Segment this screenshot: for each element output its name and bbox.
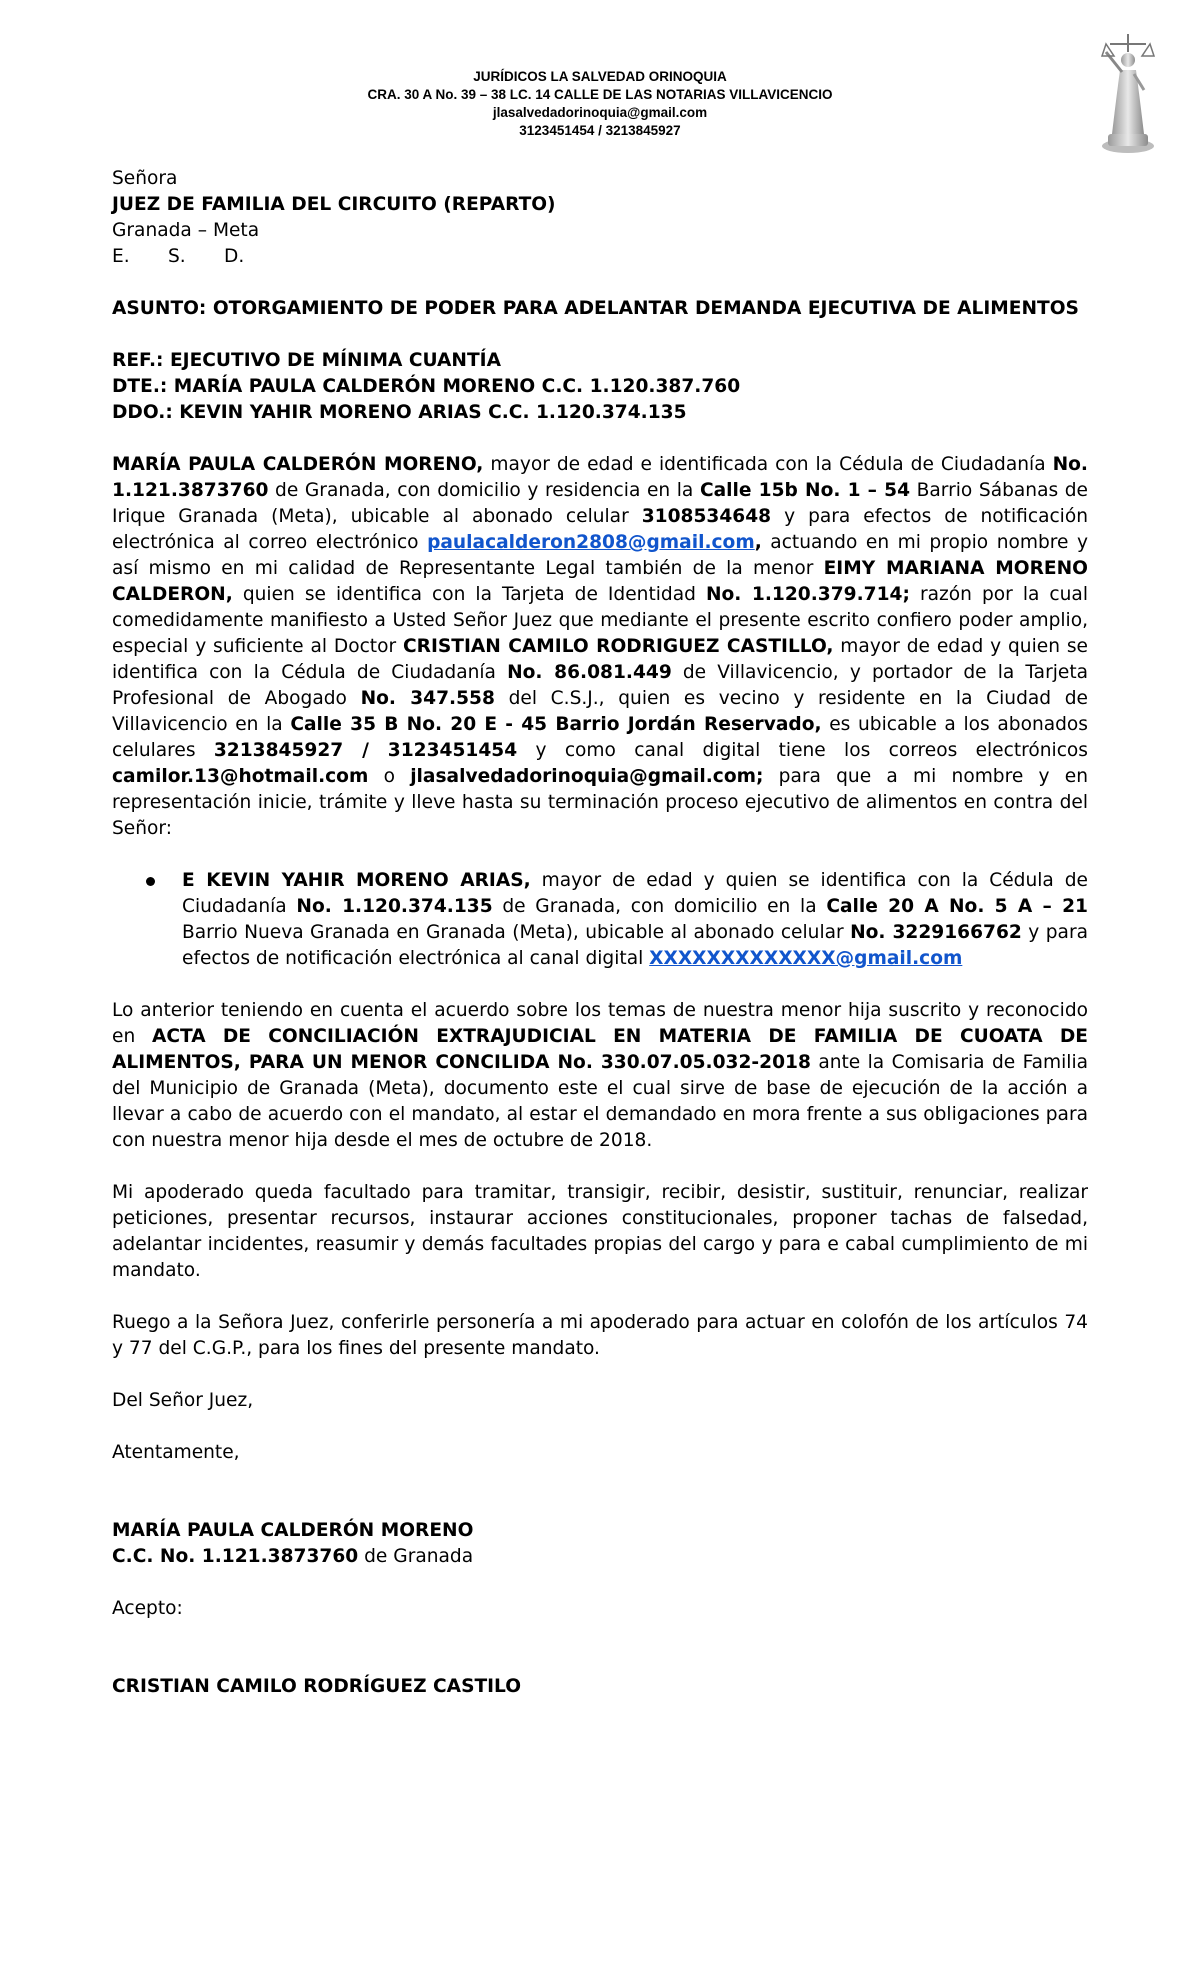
signer-name: MARÍA PAULA CALDERÓN MORENO — [112, 1520, 474, 1541]
bullet-icon — [146, 877, 155, 886]
closing-signoff: Atentamente, — [112, 1442, 240, 1463]
salutation: Señora — [112, 168, 178, 189]
ref-line: REF.: EJECUTIVO DE MÍNIMA CUANTÍA — [112, 350, 501, 371]
power-paragraph: MARÍA PAULA CALDERÓN MORENO, mayor de edad e identificada con la Cédula de Ciudadanía No. 1.121.3873760 de Granada, con domicilio y residencia en la Calle 15b No. 1 – 54 Barrio Sábanas de Irique Granada (Meta), ubicable al abonado celular 3108534648 y para efectos de notificación electrónica al correo electrónico paulacalderon2808@gmail.com, actuando en mi propio nombre y así mismo en mi calidad de Representante Legal también de la menor EIMY MARIANA MORENO CALDERON, quien se identifica con la Tarjeta de Identidad No. 1.120.379.714; razón por la cual comedidamente manifiesto a Usted Señor Juez que mediante el presente escrito confiero poder amplio, especial y suficiente al Doctor CRISTIAN CAMILO RODRIGUEZ CASTILLO, mayor de edad y quien se identifica con la Cédula de Ciudadanía No. 86.081.449 de Villavicencio, y portador de la Tarjeta Profesional de Abogado No. 347.558 del C.S.J., quien es vecino y residente en la Ciudad de Villavicencio en la Calle 35 B No. 20 E - 45 Barrio Jordán Reservado, es ubicable a los abonados celulares 3213845927 / 3123451454 y como canal digital tiene los correos electrónicos camilor.13@hotmail.com o jlasalvedadorinoquia@gmail.com; para que a mi nombre y en representación inicie, trámite y lleve hasta su terminación proceso ejecutivo de alimentos en contra del Señor: — [112, 454, 1089, 839]
subject-line: ASUNTO: OTORGAMIENTO DE PODER PARA ADELANTAR DEMANDA EJECUTIVA DE ALIMENTOS — [112, 298, 1079, 319]
faculties-paragraph: Mi apoderado queda facultado para tramitar, transigir, recibir, desistir, sustituir, renunciar, realizar peticiones, presentar recursos, instaurar acciones constitucionales, proponer tachas de falsedad, adelantar incidentes, reasumir y demás facultades propias del cargo y para e cabal cumplimiento de mi mandato. — [112, 1182, 1088, 1281]
ddo-line: DDO.: KEVIN YAHIR MORENO ARIAS C.C. 1.120.374.135 — [112, 402, 687, 423]
esd-line: E. S. D. — [112, 246, 245, 267]
attorney-name: CRISTIAN CAMILO RODRÍGUEZ CASTILO — [112, 1676, 522, 1697]
lady-justice-statue-icon — [1098, 30, 1158, 154]
dte-line: DTE.: MARÍA PAULA CALDERÓN MORENO C.C. 1.120.387.760 — [112, 376, 741, 397]
signer-id: C.C. No. 1.121.3873760 de Granada — [112, 1546, 474, 1567]
document-body — [112, 166, 1088, 1700]
firm-phones: 3123451454 / 3213845927 — [519, 123, 681, 138]
conciliation-paragraph: Lo anterior teniendo en cuenta el acuerdo sobre los temas de nuestra menor hija suscrito y reconocido en ACTA DE CONCILIACIÓN EXTRAJUDICIAL EN MATERIA DE FAMILIA DE CUOATA DE ALIMENTOS, PARA UN MENOR CONCILIDA No. 330.07.05.032-2018 ante la Comisaria de Familia del Municipio de Granada (Meta), documento este el cual sirve de base de ejecución de la acción a llevar a cabo de acuerdo con el mandato, al estar el demandado en mora frente a sus obligaciones para con nuestra menor hija desde el mes de octubre de 2018. — [112, 1000, 1089, 1151]
letterhead — [0, 68, 1200, 140]
court-city: Granada – Meta — [112, 220, 260, 241]
firm-address: CRA. 30 A No. 39 – 38 LC. 14 CALLE DE LAS NOTARIAS VILLAVICENCIO — [367, 87, 833, 102]
acceptance-label: Acepto: — [112, 1598, 183, 1619]
list-item: E KEVIN YAHIR MORENO ARIAS, mayor de edad y quien se identifica con la Cédula de Ciudadanía No. 1.120.374.135 de Granada, con domicilio en la Calle 20 A No. 5 A – 21 Barrio Nueva Granada en Granada (Meta), ubicable al abonado celular No. 3229166762 y para efectos de notificación electrónica al canal digital XXXXXXXXXXXXX@gmail.com — [112, 868, 1088, 972]
firm-name: JURÍDICOS LA SALVEDAD ORINOQUIA — [473, 69, 727, 84]
email-link-defendant[interactable]: XXXXXXXXXXXXX@gmail.com — [649, 948, 963, 969]
firm-email: jlasalvedadorinoquia@gmail.com — [492, 105, 708, 120]
closing-greeting: Del Señor Juez, — [112, 1390, 254, 1411]
request-paragraph: Ruego a la Señora Juez, conferirle personería a mi apoderado para actuar en colofón de los artículos 74 y 77 del C.G.P., para los fines del presente mandato. — [112, 1312, 1088, 1359]
court-name: JUEZ DE FAMILIA DEL CIRCUITO (REPARTO) — [112, 194, 556, 215]
email-link-grantor[interactable]: paulacalderon2808@gmail.com — [427, 532, 755, 553]
